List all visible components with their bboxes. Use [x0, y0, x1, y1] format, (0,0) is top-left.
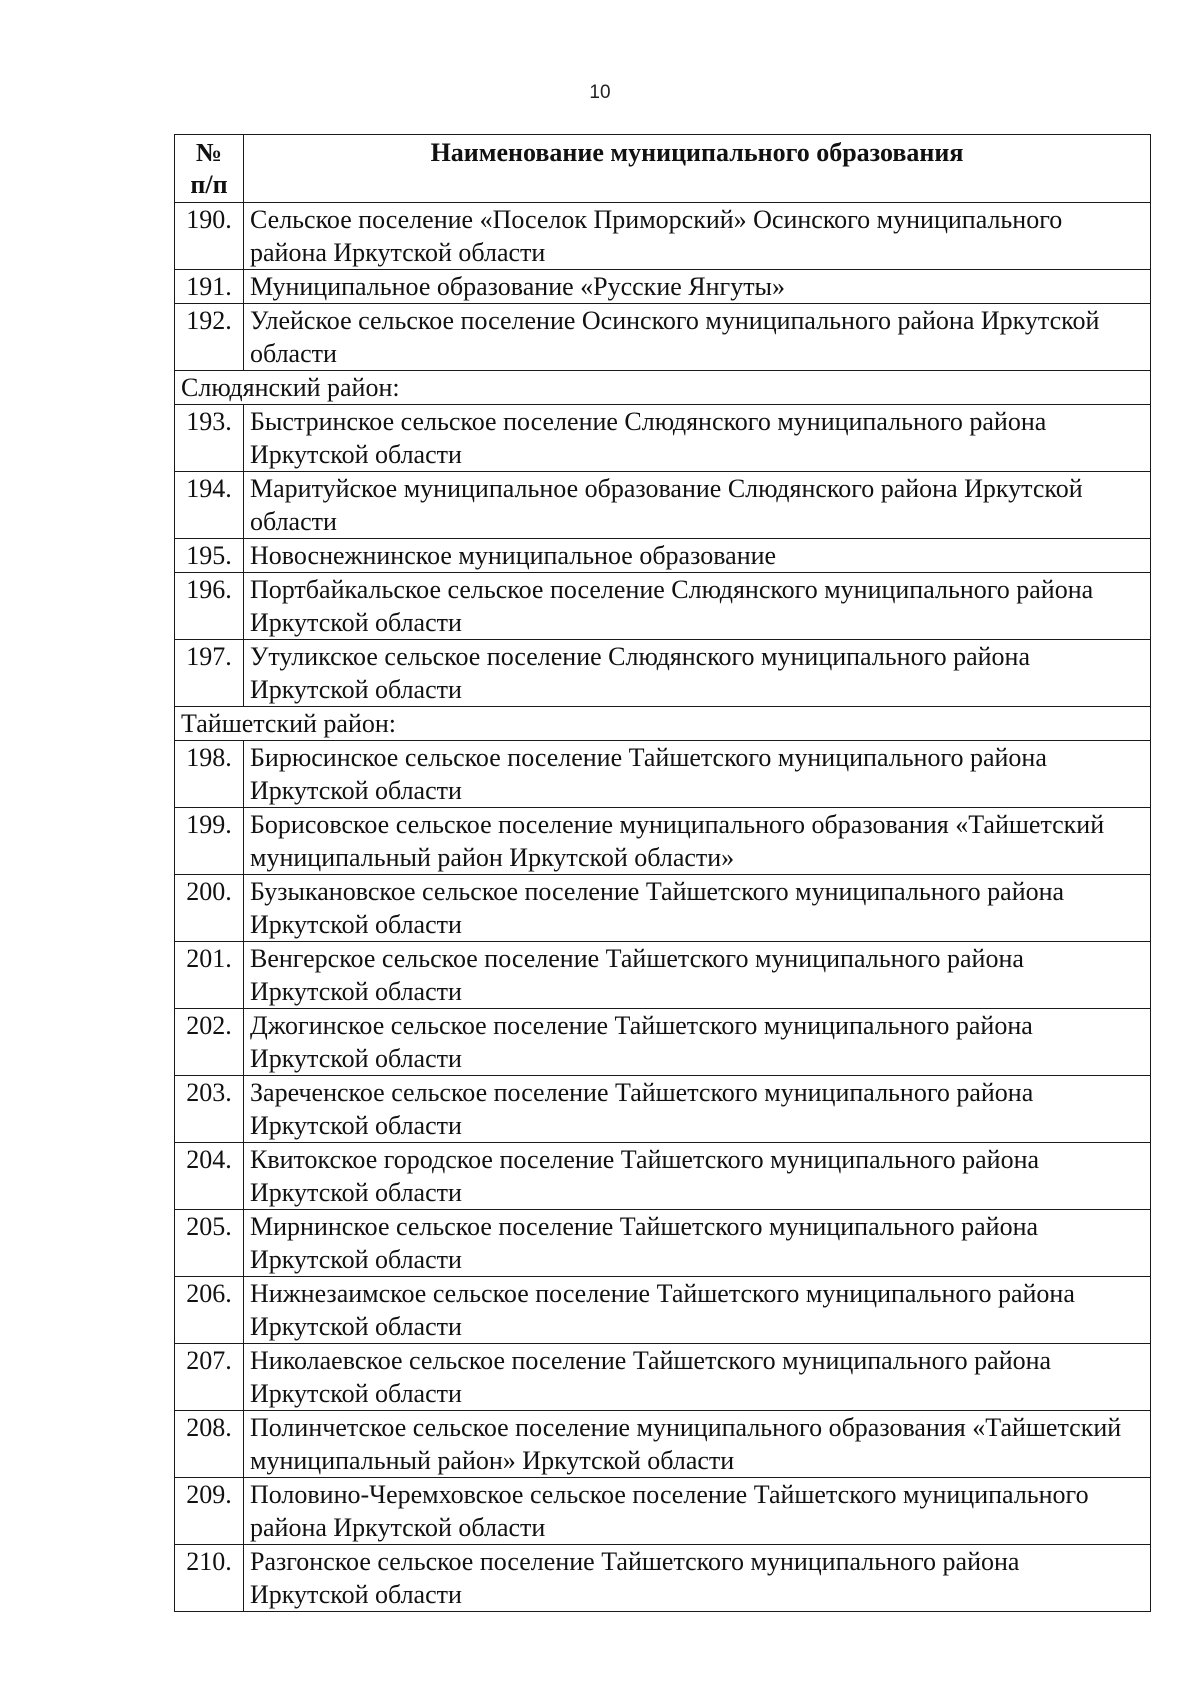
municipality-name: Новоснежнинское муниципальное образование: [244, 539, 1151, 573]
row-number: 199.: [175, 808, 244, 875]
row-number: 204.: [175, 1143, 244, 1210]
row-number: 194.: [175, 472, 244, 539]
table-row: [175, 1478, 1151, 1545]
table-row: [175, 942, 1151, 1009]
municipality-name: Портбайкальское сельское поселение Слюдянского муниципального района Иркутской области: [244, 573, 1151, 640]
municipality-name: Николаевское сельское поселение Тайшетского муниципального района Иркутской области: [244, 1344, 1151, 1411]
group-heading-row: [175, 707, 1151, 741]
table-row: [175, 640, 1151, 707]
page-number: 10: [589, 82, 611, 103]
row-number: 207.: [175, 1344, 244, 1411]
municipality-name: Половино-Черемховское сельское поселение Тайшетского муниципального района Иркутской области: [244, 1478, 1151, 1545]
row-number: 210.: [175, 1545, 244, 1612]
table-row: [175, 405, 1151, 472]
municipality-name: Разгонское сельское поселение Тайшетского муниципального района Иркутской области: [244, 1545, 1151, 1612]
table-row: [175, 1344, 1151, 1411]
municipality-name: Джогинское сельское поселение Тайшетского муниципального района Иркутской области: [244, 1009, 1151, 1076]
municipality-name: Утуликское сельское поселение Слюдянского муниципального района Иркутской области: [244, 640, 1151, 707]
row-number: 206.: [175, 1277, 244, 1344]
table-row: [175, 1210, 1151, 1277]
municipality-name: Зареченское сельское поселение Тайшетского муниципального района Иркутской области: [244, 1076, 1151, 1143]
row-number: 191.: [175, 270, 244, 304]
municipality-name: Борисовское сельское поселение муниципального образования «Тайшетский муниципальный район Иркутской области»: [244, 808, 1151, 875]
group-heading: Тайшетский район:: [175, 707, 1151, 741]
table-row: [175, 1076, 1151, 1143]
table-row: [175, 741, 1151, 808]
group-heading-row: [175, 371, 1151, 405]
row-number: 201.: [175, 942, 244, 1009]
row-number: 202.: [175, 1009, 244, 1076]
table-row: [175, 203, 1151, 270]
municipality-name: Улейское сельское поселение Осинского муниципального района Иркутской области: [244, 304, 1151, 371]
municipality-name: Маритуйское муниципальное образование Слюдянского района Иркутской области: [244, 472, 1151, 539]
table-body: [175, 203, 1151, 1612]
group-heading: Слюдянский район:: [175, 371, 1151, 405]
municipality-name: Нижнезаимское сельское поселение Тайшетского муниципального района Иркутской области: [244, 1277, 1151, 1344]
row-number: 193.: [175, 405, 244, 472]
table-row: [175, 304, 1151, 371]
table-row: [175, 1009, 1151, 1076]
table-row: [175, 573, 1151, 640]
municipality-name: Квитокское городское поселение Тайшетского муниципального района Иркутской области: [244, 1143, 1151, 1210]
municipalities-table: [174, 134, 1151, 1612]
municipality-name: Венгерское сельское поселение Тайшетского муниципального района Иркутской области: [244, 942, 1151, 1009]
column-header-number-sign: №: [195, 138, 223, 167]
municipality-name: Бирюсинское сельское поселение Тайшетского муниципального района Иркутской области: [244, 741, 1151, 808]
table-row: [175, 472, 1151, 539]
municipality-name: Сельское поселение «Поселок Приморский» Осинского муниципального района Иркутской области: [244, 203, 1151, 270]
row-number: 190.: [175, 203, 244, 270]
row-number: 198.: [175, 741, 244, 808]
row-number: 195.: [175, 539, 244, 573]
row-number: 200.: [175, 875, 244, 942]
row-number: 205.: [175, 1210, 244, 1277]
column-header-name: Наименование муниципального образования: [244, 135, 1151, 203]
table-row: [175, 875, 1151, 942]
row-number: 208.: [175, 1411, 244, 1478]
municipality-name: Полинчетское сельское поселение муниципального образования «Тайшетский муниципальный район» Иркутской области: [244, 1411, 1151, 1478]
column-header-number: [175, 135, 244, 203]
municipality-name: Мирнинское сельское поселение Тайшетского муниципального района Иркутской области: [244, 1210, 1151, 1277]
table-row: [175, 808, 1151, 875]
table-row: [175, 1545, 1151, 1612]
table-header-row: [175, 135, 1151, 203]
municipality-name: Муниципальное образование «Русские Янгуты»: [244, 270, 1151, 304]
table-row: [175, 1277, 1151, 1344]
column-header-number-abbr: п/п: [190, 170, 228, 199]
row-number: 203.: [175, 1076, 244, 1143]
row-number: 192.: [175, 304, 244, 371]
row-number: 196.: [175, 573, 244, 640]
row-number: 209.: [175, 1478, 244, 1545]
table-row: [175, 1411, 1151, 1478]
municipality-name: Бузыкановское сельское поселение Тайшетского муниципального района Иркутской области: [244, 875, 1151, 942]
table-row: [175, 539, 1151, 573]
row-number: 197.: [175, 640, 244, 707]
table-row: [175, 270, 1151, 304]
municipality-name: Быстринское сельское поселение Слюдянского муниципального района Иркутской области: [244, 405, 1151, 472]
table-row: [175, 1143, 1151, 1210]
